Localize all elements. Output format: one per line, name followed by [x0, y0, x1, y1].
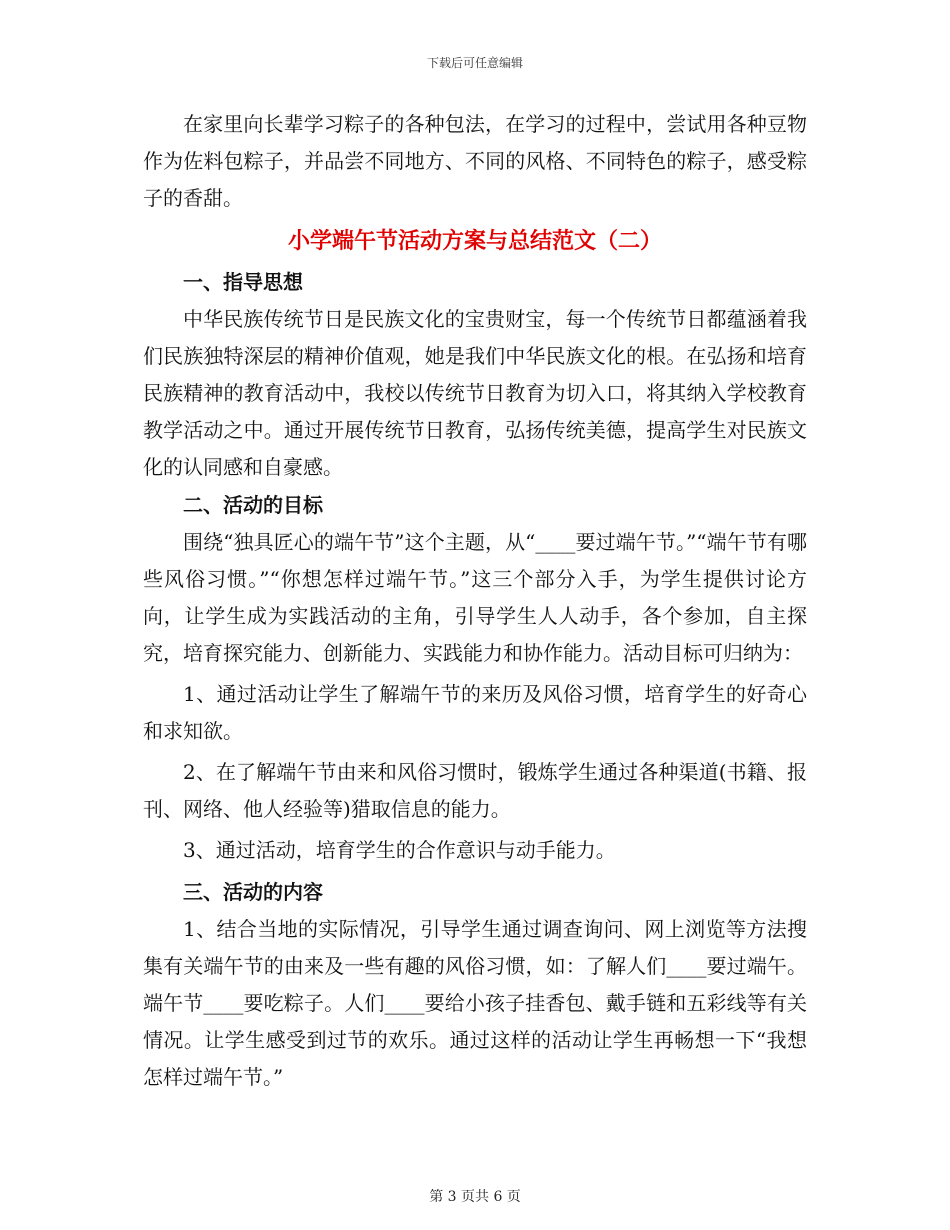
paragraph-guiding-thought: 中华民族传统节日是民族文化的宝贵财宝，每一个传统节日都蕴涵着我们民族独特深层的精神价值观，她是我们中华民族文化的根。在弘扬和培育民族精神的教育活动中，我校以传统节日教育为切入口，将其纳入学校教育教学活动之中。通过开展传统节日教育，弘扬传统美德，提高学生对民族文化的认同感和自豪感。 — [143, 307, 807, 479]
heading-guiding-thought: 一、指导思想 — [183, 270, 303, 294]
content-item-1: 1、结合当地的实际情况，引导学生通过调查询问、网上浏览等方法搜集有关端午节的由来及一些有趣的风俗习惯，如：了解人们____要过端午。端午节____要吃粽子。人们____要给小孩子挂香包、戴手链和五彩线等有关情况。让学生感受到过节的欢乐。通过这样的活动让学生再畅想一下“我想怎样过端午节。” — [143, 917, 807, 1089]
goal-item-1: 1、通过活动让学生了解端午节的来历及风俗习惯，培育学生的好奇心和求知欲。 — [143, 682, 807, 743]
goal-item-3: 3、通过活动，培育学生的合作意识与动手能力。 — [183, 838, 616, 862]
heading-activity-goals: 二、活动的目标 — [183, 493, 323, 517]
goal-item-2: 2、在了解端午节由来和风俗习惯时，锻炼学生通过各种渠道(书籍、报刊、网络、他人经验等)猎取信息的能力。 — [143, 760, 807, 821]
document-body — [143, 106, 807, 1096]
section-title: 小学端午节活动方案与总结范文（二） — [287, 228, 662, 254]
intro-paragraph: 在家里向长辈学习粽子的各种包法，在学习的过程中，尝试用各种豆物作为佐料包粽子，并品尝不同地方、不同的风格、不同特色的粽子，感受粽子的香甜。 — [143, 112, 807, 210]
page-footer: 第 3 页共 6 页 — [429, 1189, 521, 1205]
paragraph-activity-goals: 围绕“独具匠心的端午节”这个主题，从“____要过端午节。”“端午节有哪些风俗习惯。”“你想怎样过端午节。”这三个部分入手，为学生提供讨论方向，让学生成为实践活动的主角，引导学生人人动手，各个参加，自主探究，培育探究能力、创新能力、实践能力和协作能力。活动目标可归纳为： — [143, 530, 807, 665]
page-header: 下载后可任意编辑 — [426, 56, 523, 70]
heading-activity-content: 三、活动的内容 — [183, 880, 323, 904]
